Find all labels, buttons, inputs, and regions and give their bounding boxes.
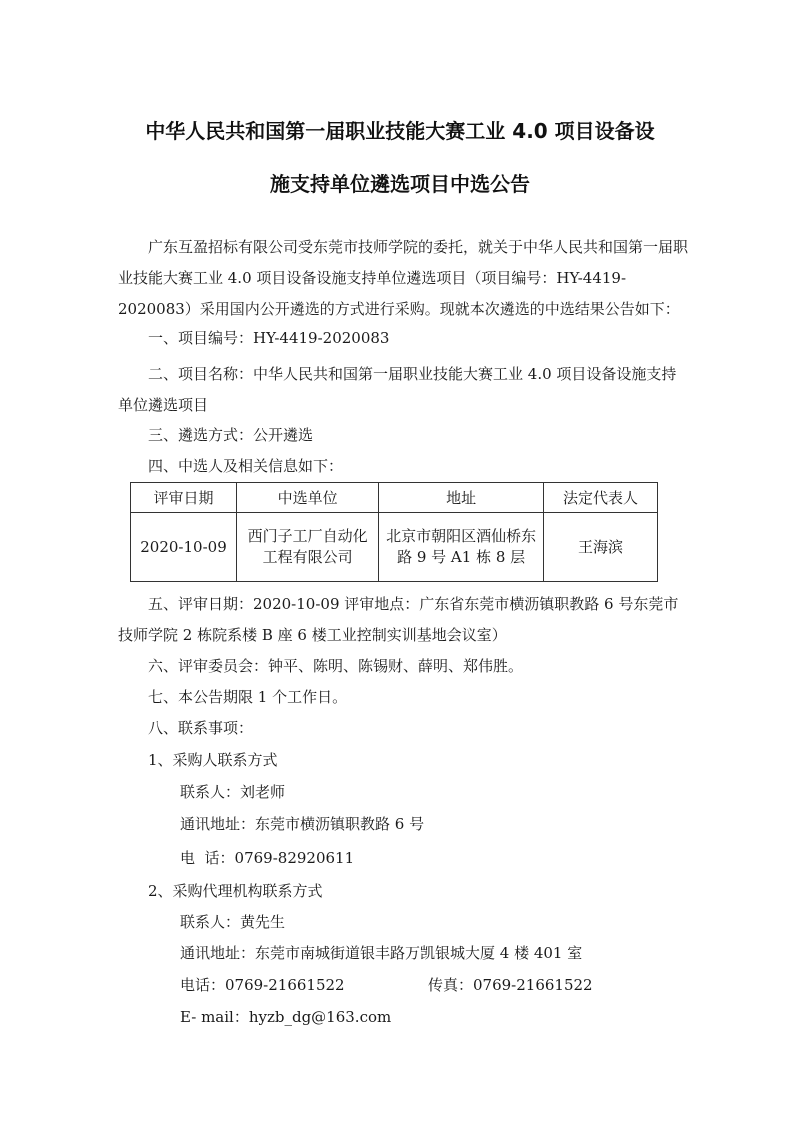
item-project-number: 一、项目编号：HY-4419-2020083 <box>148 329 390 347</box>
table-header-cell: 评审日期 <box>131 483 237 513</box>
agency-contact-person: 联系人：黄先生 <box>180 913 286 931</box>
title-line-2: 施支持单位遴选项目中选公告 <box>270 172 530 196</box>
table-header-cell: 地址 <box>379 483 544 513</box>
item-review-date-location: 五、评审日期：2020-10-09 评审地点：广东省东莞市横沥镇职教路 6 号东莞市技师学院 2 栋院系楼 B 座 6 楼工业控制实训基地会议室） <box>118 595 679 644</box>
agency-email: E- mail：hyzb_dg@163.com <box>180 1008 392 1026</box>
purchaser-contact-person: 联系人：刘老师 <box>180 783 286 801</box>
item-winner-info-heading: 四、中选人及相关信息如下： <box>148 457 344 475</box>
purchaser-address: 通讯地址：东莞市横沥镇职教路 6 号 <box>180 815 425 833</box>
table-cell-company: 西门子工厂自动化工程有限公司 <box>237 513 379 582</box>
purchaser-contact-heading: 1、采购人联系方式 <box>148 751 278 769</box>
item-selection-method: 三、遴选方式：公开遴选 <box>148 426 314 444</box>
item-review-committee: 六、评审委员会：钟平、陈明、陈锡财、薛明、郑伟胜。 <box>148 657 524 675</box>
table-cell-address: 北京市朝阳区酒仙桥东路 9 号 A1 栋 8 层 <box>379 513 544 582</box>
winner-table <box>130 482 658 582</box>
agency-phone: 电话：0769-21661522 <box>180 976 345 994</box>
item-project-name: 二、项目名称：中华人民共和国第一届职业技能大赛工业 4.0 项目设备设施支持单位遴选项目 <box>118 365 677 414</box>
table-cell-date: 2020-10-09 <box>131 513 237 582</box>
table-row <box>131 513 658 582</box>
item-contact-heading: 八、联系事项： <box>148 719 254 737</box>
table-header-cell: 法定代表人 <box>543 483 657 513</box>
agency-address: 通讯地址：东莞市南城街道银丰路万凯银城大厦 4 楼 401 室 <box>180 944 583 962</box>
intro-paragraph: 广东互盈招标有限公司受东莞市技师学院的委托，就关于中华人民共和国第一届职业技能大赛工业 4.0 项目设备设施支持单位遴选项目（项目编号：HY-4419-2020083）采用国内公开遴选的方式进行采购。现就本次遴选的中选结果公告如下： <box>118 238 689 318</box>
item-notice-period: 七、本公告期限 1 个工作日。 <box>148 688 348 706</box>
title-line-1: 中华人民共和国第一届职业技能大赛工业 4.0 项目设备设 <box>145 119 655 143</box>
purchaser-phone: 电 话：0769-82920611 <box>180 849 355 867</box>
agency-contact-heading: 2、采购代理机构联系方式 <box>148 882 323 900</box>
agency-fax: 传真：0769-21661522 <box>428 976 593 994</box>
table-header-cell: 中选单位 <box>237 483 379 513</box>
table-header-row <box>131 483 658 513</box>
table-cell-representative: 王海滨 <box>543 513 657 582</box>
